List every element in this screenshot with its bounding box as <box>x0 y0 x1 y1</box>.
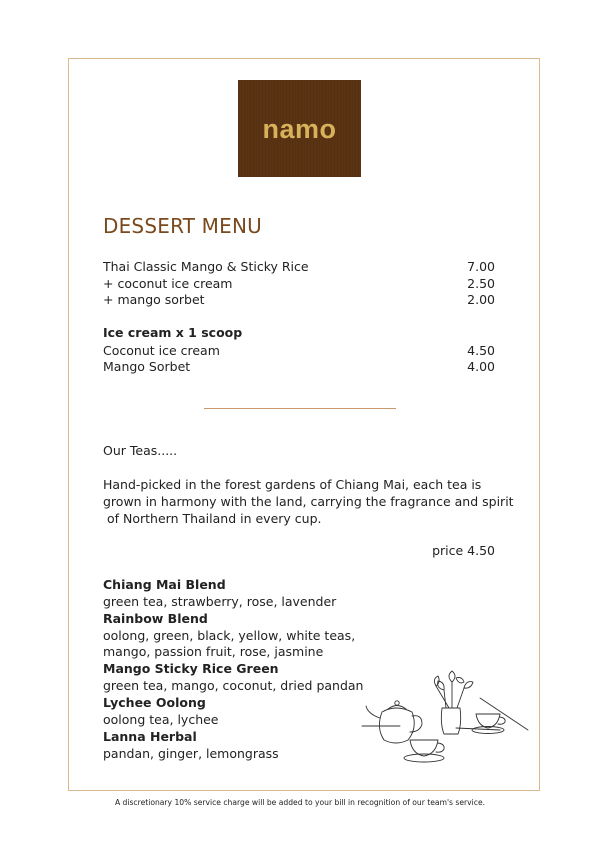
teapot-icon <box>366 701 422 743</box>
tea-name: Rainbow Blend <box>103 611 208 626</box>
teas-description-line: Hand-picked in the forest gardens of Chiang Mai, each tea is <box>103 477 482 492</box>
tea-price: price 4.50 <box>432 543 495 558</box>
teas-description-line: of Northern Thailand in every cup. <box>103 511 322 526</box>
menu-item <box>103 291 495 308</box>
menu-item <box>103 258 495 275</box>
logo-text: namo <box>262 114 337 144</box>
menu-item-price: 7.00 <box>467 259 495 274</box>
tea-name: Chiang Mai Blend <box>103 577 226 592</box>
menu-item-price: 4.50 <box>467 343 495 358</box>
menu-item-name: Mango Sorbet <box>103 359 191 374</box>
menu-item-name: + mango sorbet <box>103 292 205 307</box>
tea-cup-icon <box>472 714 505 734</box>
tea-description: oolong, green, black, yellow, white teas, <box>103 628 356 643</box>
menu-item-price: 2.00 <box>467 292 495 307</box>
tea-description: green tea, mango, coconut, dried pandan <box>103 678 364 693</box>
section-divider <box>204 408 396 409</box>
tea-description: green tea, strawberry, rose, lavender <box>103 594 337 609</box>
menu-item <box>103 358 495 375</box>
menu-item-name: Thai Classic Mango & Sticky Rice <box>103 259 309 274</box>
service-charge-footer: A discretionary 10% service charge will be added to your bill in recognition of our team's service. <box>114 798 486 807</box>
tea-description: pandan, ginger, lemongrass <box>103 746 279 761</box>
tea-description: mango, passion fruit, rose, jasmine <box>103 644 324 659</box>
tea-name: Lychee Oolong <box>103 695 206 710</box>
menu-item-name: + coconut ice cream <box>103 276 233 291</box>
menu-item-name: Coconut ice cream <box>103 343 220 358</box>
flower-vase-icon <box>434 671 473 734</box>
menu-item-price: 4.00 <box>467 359 495 374</box>
tea-cup-icon <box>404 740 444 762</box>
teas-intro: Our Teas..... <box>103 443 178 458</box>
tea-description: oolong tea, lychee <box>103 712 219 727</box>
menu-item-price: 2.50 <box>467 276 495 291</box>
page-title: DESSERT MENU <box>103 214 262 238</box>
menu-item <box>103 342 495 359</box>
namo-logo <box>238 80 361 177</box>
tea-name: Mango Sticky Rice Green <box>103 661 279 676</box>
tea-name: Lanna Herbal <box>103 729 197 744</box>
teas-description-line: grown in harmony with the land, carrying the fragrance and spirit <box>103 494 514 509</box>
teapot-cups-flowers-illustration <box>360 668 530 768</box>
ice-cream-heading: Ice cream x 1 scoop <box>103 325 243 340</box>
menu-item <box>103 275 495 292</box>
